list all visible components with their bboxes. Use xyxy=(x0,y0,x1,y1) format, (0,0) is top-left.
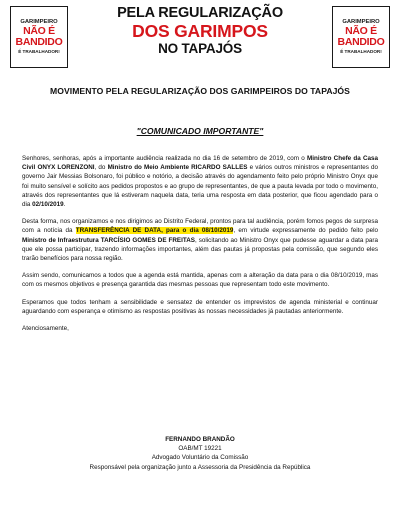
badge-line4: É TRABALHADOR! xyxy=(340,48,382,54)
p1-bold-date: 02/10/2019 xyxy=(32,201,64,209)
header-title-line3: NO TAPAJÓS xyxy=(158,41,242,57)
p1-text-c: , do xyxy=(94,164,108,172)
signatory-registration: OAB/MT 19221 xyxy=(178,445,222,453)
paragraph-1 xyxy=(22,154,378,209)
badge-line4: É TRABALHADOR! xyxy=(18,48,60,54)
slogan-badge-right xyxy=(332,6,390,68)
signatory-name: FERNANDO BRANDÃO xyxy=(165,436,235,443)
header-title-line2: DOS GARIMPOS xyxy=(132,20,268,41)
subject-heading: "COMUNICADO IMPORTANTE" xyxy=(136,126,264,136)
p1-bold-meio-ambiente: Ministro do Meio Ambiente RICARDO SALLES xyxy=(107,164,248,172)
document-body xyxy=(22,154,378,341)
badge-line3: BANDIDO xyxy=(15,35,63,48)
paragraph-3: Assim sendo, comunicamos a todos que a agenda está mantida, apenas com a alteração da data para o dia 08/10/2019, mas com os mesmos objetivos e presença garantida das mesmas pessoas que representam todo este movimento. xyxy=(22,272,378,289)
paragraph-4: Esperamos que todos tenham a sensibilidade e sensatez de entender os imprevistos de agenda ministerial e continuar aguardando com esperança e otimismo as respostas positivas às nossas necessidades já pautadas anteriormente. xyxy=(22,298,378,315)
signatory-responsibility: Responsável pela organização junto a Assessoria da Presidência da República xyxy=(89,463,311,471)
signature-block xyxy=(0,435,400,472)
paragraph-2 xyxy=(22,217,378,263)
badge-line2: NÃO É xyxy=(23,24,55,37)
badge-line1: GARIMPEIRO xyxy=(342,18,380,25)
p1-bold-casa-civil: Ministro Chefe da Casa Civil ONYX LORENZONI xyxy=(22,155,379,172)
p2-text-a: Desta forma, nos organizamos e nos dirigimos ao Distrito Federal, prontos para tal audiência, porém fomos pegos de surpresa com a notícia da xyxy=(22,218,378,235)
p2-text-c: , em virtude expressamente do pedido feito pelo xyxy=(233,227,378,235)
p1-text-e: e vários outros ministros e representantes do governo Jair Messias Bolsonaro, foi público e notório, a decisão através do agendamento feito pelo próprio Ministro Onyx que foi muito sensível e solícito aos pedidos propostos e ao grupo de representantes, de que a pauta levada por todo o movimento, através dos representantes que lá estiveram naquela data, teria uma resposta em data posterior, que ficou agendado para o dia xyxy=(22,164,378,209)
slogan-badge-left xyxy=(10,6,68,68)
closing: Atenciosamente, xyxy=(22,325,69,333)
badge-line3: BANDIDO xyxy=(337,35,385,48)
signatory-role: Advogado Voluntário da Comissão xyxy=(151,454,249,462)
p1-text-a: Senhores, senhoras, após a importante audiência realizada no dia 16 de setembro de 2019, com o xyxy=(22,155,307,162)
p2-bold-infraestrutura: Ministro de Infraestrutura TARCÍSIO GOMES DE FREITAS xyxy=(22,236,195,244)
badge-line1: GARIMPEIRO xyxy=(20,18,58,25)
p2-highlight-date-transfer: TRANSFERÊNCIA DE DATA, para o dia 08/10/2019 xyxy=(75,227,234,235)
header-title xyxy=(76,6,324,57)
badge-line2: NÃO É xyxy=(345,24,377,37)
document-header xyxy=(10,6,390,70)
p1-text-g: . xyxy=(63,201,66,209)
header-title-line1: PELA REGULARIZAÇÃO xyxy=(117,5,283,21)
movement-title: MOVIMENTO PELA REGULARIZAÇÃO DOS GARIMPEIROS DO TAPAJÓS xyxy=(50,86,350,96)
p2-text-e: , solicitando ao Ministro Onyx que pudesse aguardar a data para que ele possa participar, trazendo informações importantes, além das pautas já propostas pela comissão, que segundo eles trarão benefícios para nossa região. xyxy=(22,236,378,263)
